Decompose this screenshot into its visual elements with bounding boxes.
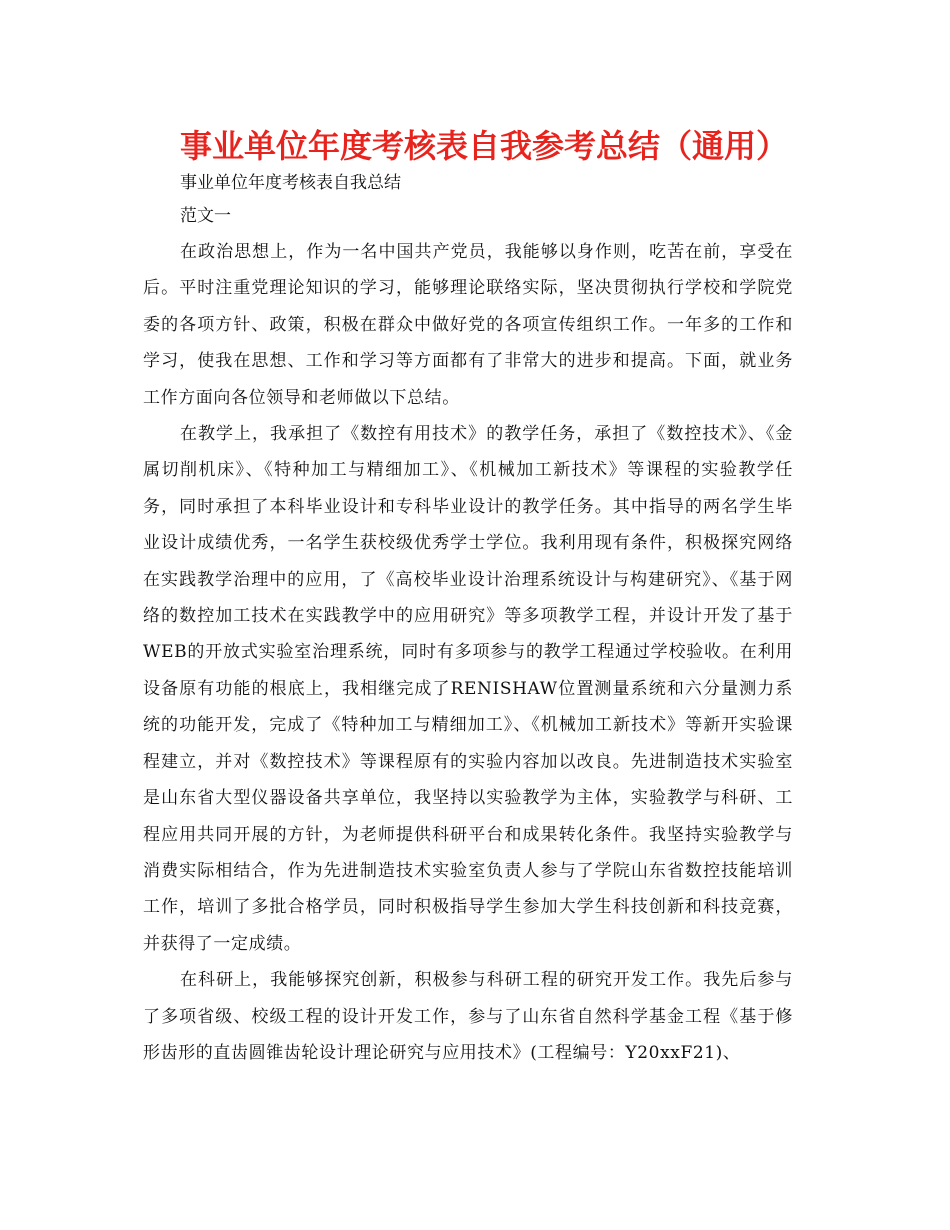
document-body	[143, 234, 793, 1071]
document-subtitle: 事业单位年度考核表自我总结	[180, 173, 401, 193]
paragraph-teaching: 在教学上，我承担了《数控有用技术》的教学任务，承担了《数控技术》、《金属切削机床》、《特种加工与精细加工》、《机械加工新技术》等课程的实验教学任务，同时承担了本科毕业设计和专科毕业设计的教学任务。其中指导的两名学生毕业设计成绩优秀，一名学生获校级优秀学士学位。我利用现有条件，积极探究网络在实践教学治理中的应用，了《高校毕业设计治理系统设计与构建研究》、《基于网络的数控加工技术在实践教学中的应用研究》等多项教学工程，并设计开发了基于WEB的开放式实验室治理系统，同时有多项参与的教学工程通过学校验收。在利用设备原有功能的根底上，我相继完成了RENISHAW位置测量系统和六分量测力系统的功能开发，完成了《特种加工与精细加工》、《机械加工新技术》等新开实验课程建立，并对《数控技术》等课程原有的实验内容加以改良。先进制造技术实验室是山东省大型仪器设备共享单位，我坚持以实验教学为主体，实验教学与科研、工程应用共同开展的方针，为老师提供科研平台和成果转化条件。我坚持实验教学与消费实际相结合，作为先进制造技术实验室负责人参与了学院山东省数控技能培训工作，培训了多批合格学员，同时积极指导学生参加大学生科技创新和科技竞赛，并获得了一定成绩。	[143, 424, 793, 954]
paragraph-political: 在政治思想上，作为一名中国共产党员，我能够以身作则，吃苦在前，享受在后。平时注重党理论知识的学习，能够理论联络实际，坚决贯彻执行学校和学院党委的各项方针、政策，积极在群众中做好党的各项宣传组织工作。一年多的工作和学习，使我在思想、工作和学习等方面都有了非常大的进步和提高。下面，就业务工作方面向各位领导和老师做以下总结。	[143, 242, 793, 408]
section-label: 范文一	[180, 206, 231, 226]
paragraph-research: 在科研上，我能够探究创新，积极参与科研工程的研究开发工作。我先后参与了多项省级、校级工程的设计开发工作，参与了山东省自然科学基金工程《基于修形齿形的直齿圆锥齿轮设计理论研究与应用技术》(工程编号：Y20xxF21)、	[143, 970, 793, 1063]
document-title: 事业单位年度考核表自我参考总结（通用）	[180, 127, 789, 165]
